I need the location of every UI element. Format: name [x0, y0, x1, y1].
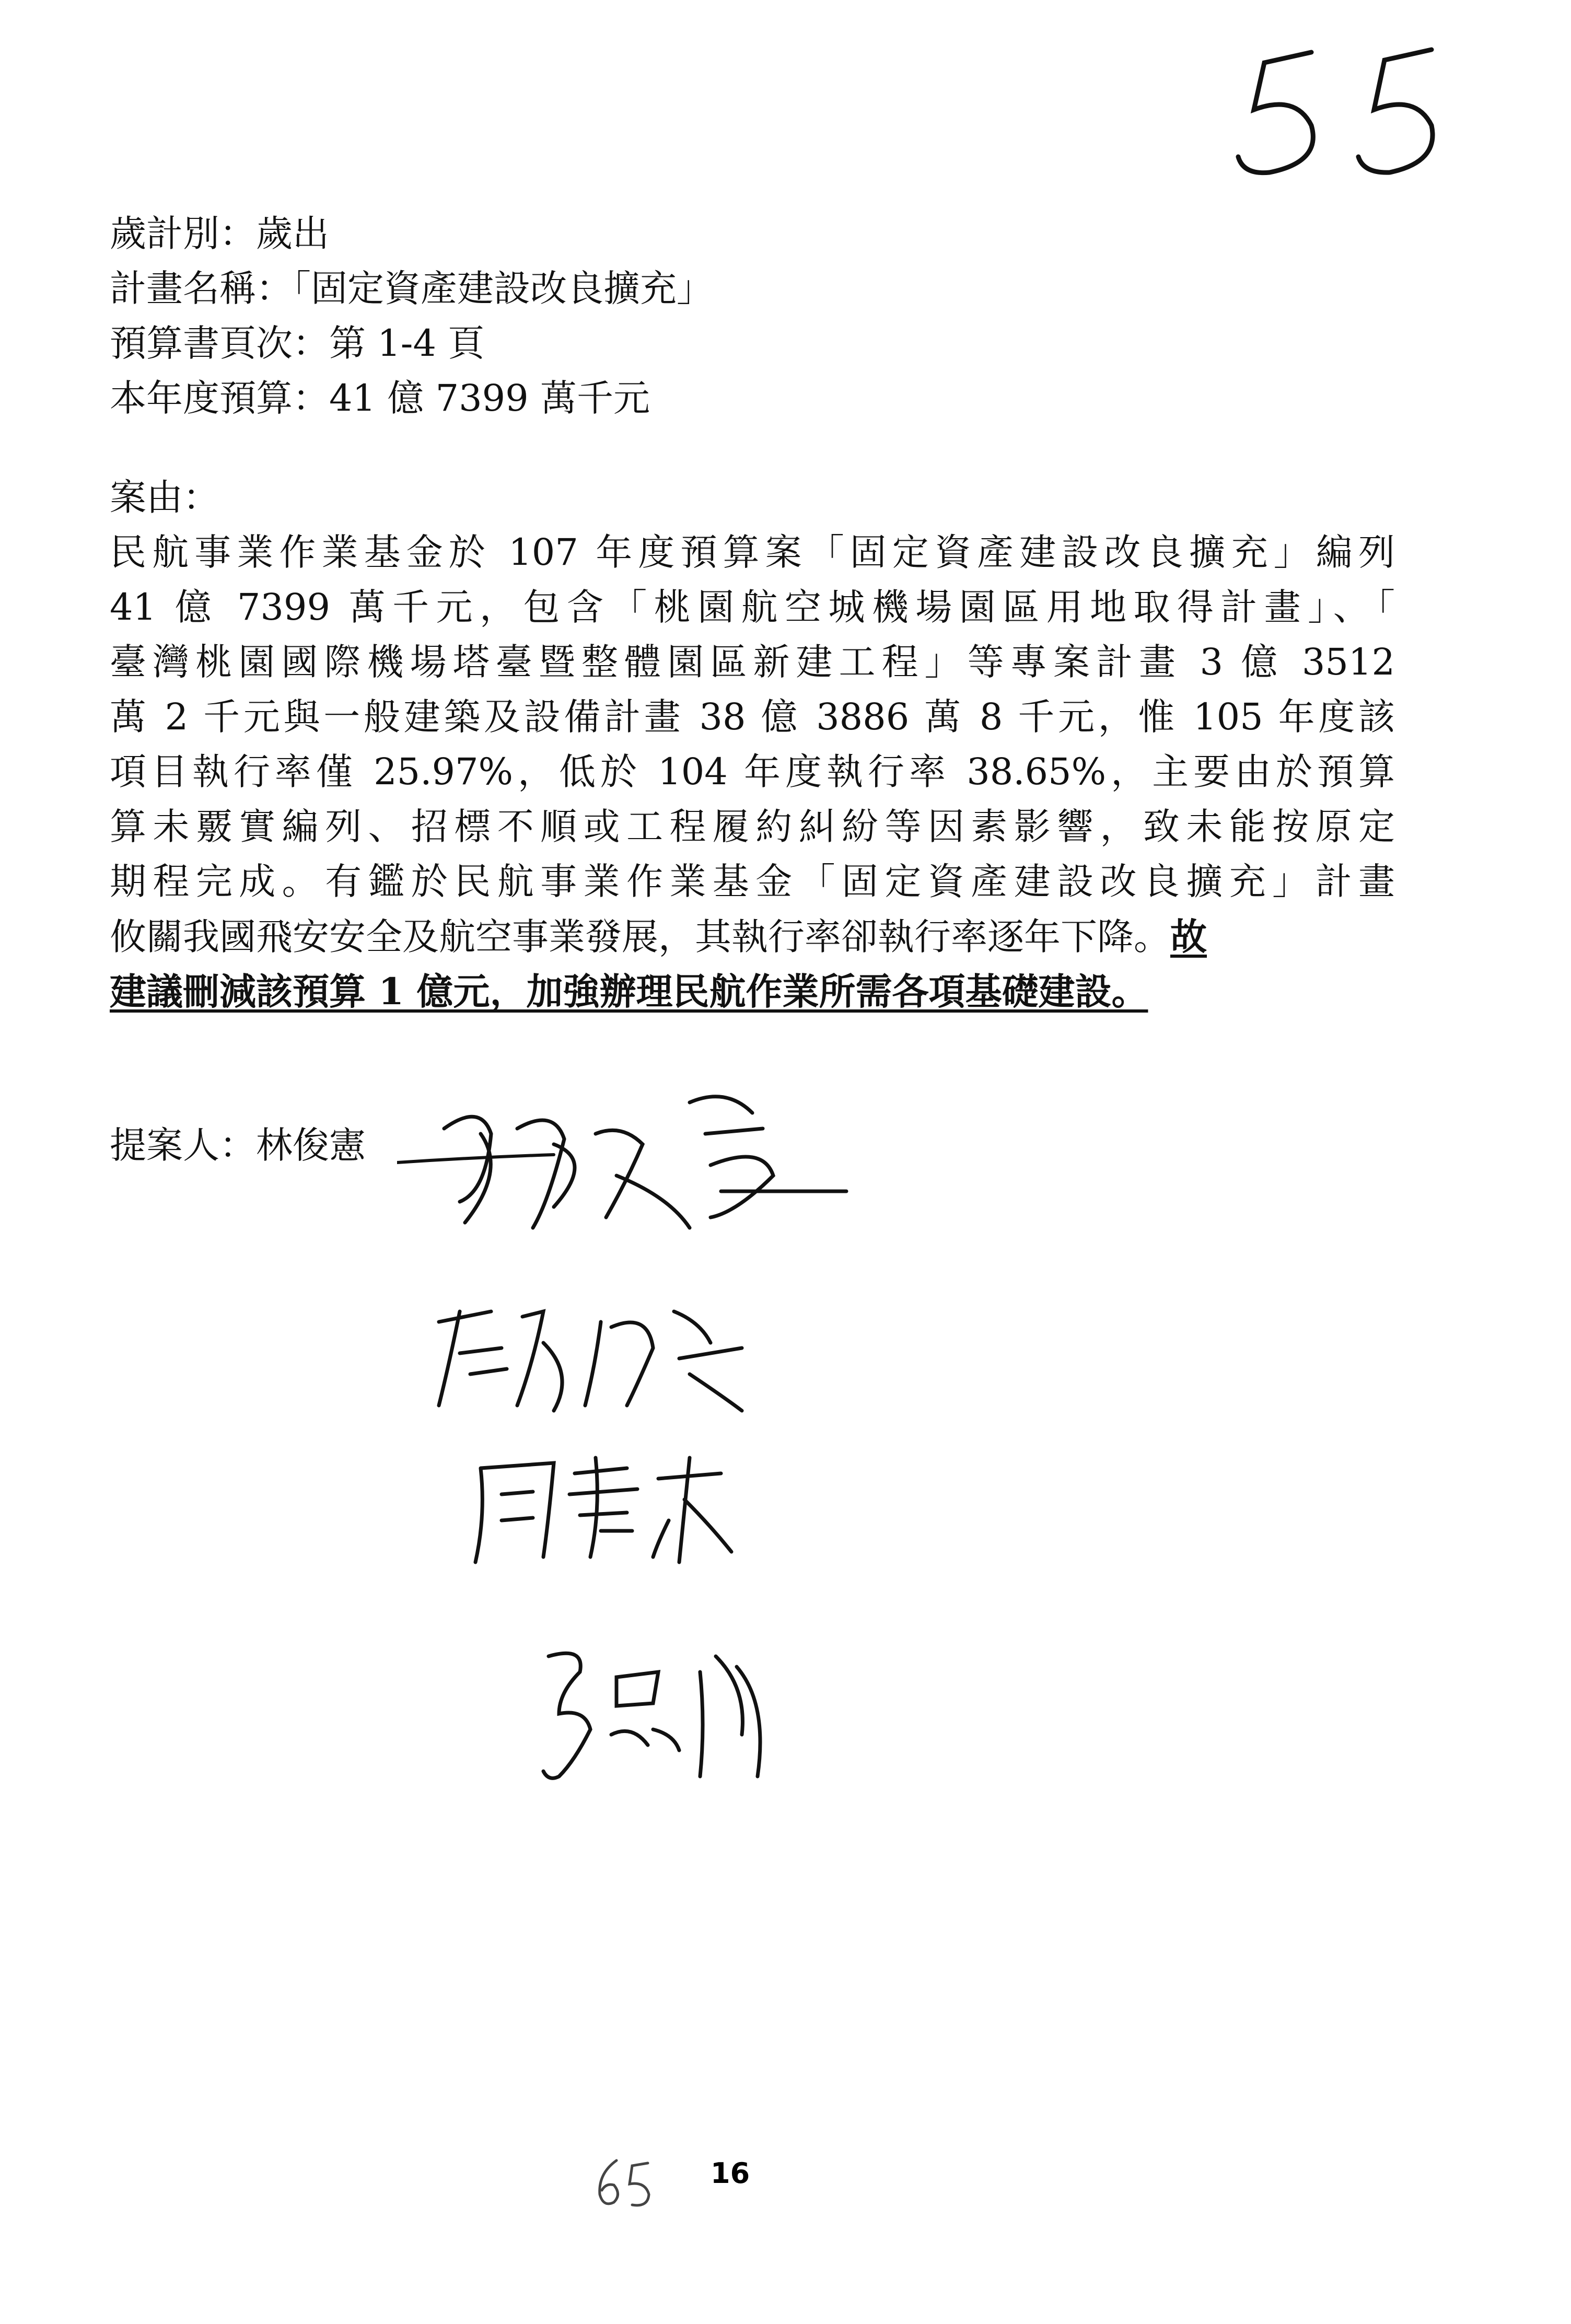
signature-chou — [470, 1447, 742, 1567]
reason-line: 算未覈實編列、招標不順或工程履約糾紛等因素影響，致未能按原定 — [110, 805, 1395, 848]
reason-line: 期程完成。有鑑於民航事業作業基金「固定資產建設改良擴充」計畫 — [110, 860, 1395, 903]
handwritten-footer-number — [590, 2153, 658, 2215]
emphasis-start: 故 — [1170, 915, 1207, 958]
reason-line: 萬 2 千元與一般建築及設備計畫 38 億 3886 萬 8 千元，惟 105 年度該 — [110, 695, 1395, 738]
fiscal-category: 歲計別：歲出 — [110, 212, 329, 255]
reason-line: 41 億 7399 萬千元，包含「桃園航空城機場園區用地取得計畫」、「 — [110, 586, 1395, 629]
signature-chung — [428, 1291, 752, 1416]
reason-line-last — [110, 909, 1395, 964]
reason-line-text: 攸關我國飛安安全及航空事業發展，其執行率卻執行率逐年下降。 — [110, 915, 1170, 958]
reason-line: 民航事業作業基金於 107 年度預算案「固定資產建設改良擴充」編列 — [110, 531, 1395, 574]
signature-lin — [397, 1071, 867, 1238]
reason-line: 項目執行率僅 25.97%，低於 104 年度執行率 38.65%，主要由於預算 — [110, 750, 1395, 793]
budget-page-ref: 預算書頁次：第 1-4 頁 — [110, 322, 485, 365]
handwritten-page-number — [1233, 31, 1463, 188]
emphasis-line — [110, 964, 1395, 1019]
recommendation-text: 建議刪減該預算 1 億元，加強辦理民航作業所需各項基礎建設。 — [110, 970, 1148, 1013]
signature-lee — [528, 1641, 778, 1797]
reason-label: 案由： — [110, 476, 219, 519]
budget-meta — [110, 206, 1416, 426]
reason-body — [110, 525, 1395, 1019]
proposer-label: 提案人：林俊憲 — [110, 1124, 366, 1167]
printed-page-number: 16 — [711, 2157, 750, 2190]
reason-line: 臺灣桃園國際機場塔臺暨整體園區新建工程」等專案計畫 3 億 3512 — [110, 641, 1395, 683]
plan-name: 計畫名稱：「固定資產建設改良擴充」 — [110, 267, 713, 310]
annual-budget: 本年度預算：41 億 7399 萬千元 — [110, 377, 650, 420]
